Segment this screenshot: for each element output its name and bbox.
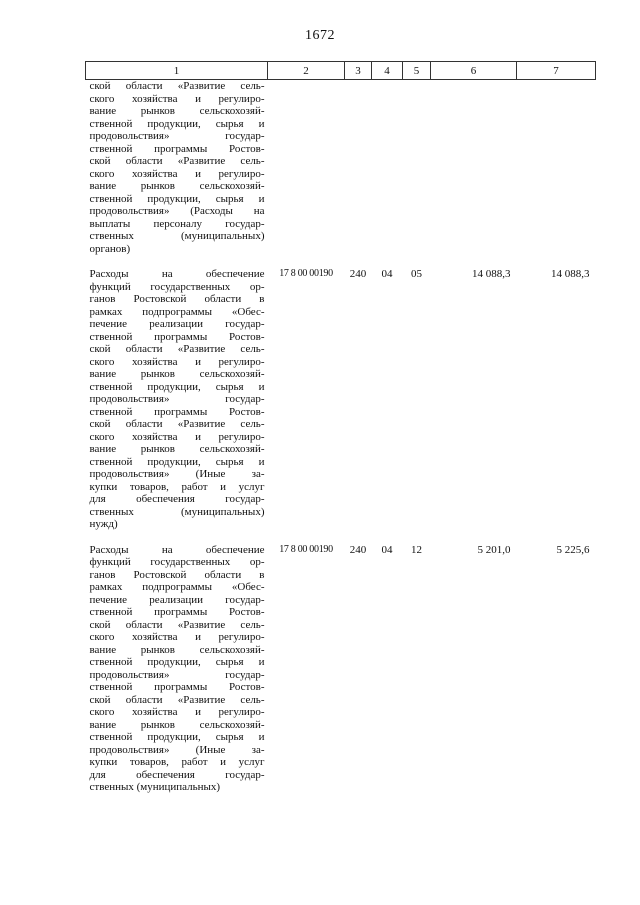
row-description [86,80,268,256]
description-line: органов) [89,242,131,255]
description-line: ского хозяйства и регулиро- [89,92,265,105]
amount-year-1 [431,80,517,256]
description-line: ской области «Развитие сель- [89,693,265,706]
description-line: ственной программы Ростов- [89,142,265,155]
description-line: печение реализации государ- [89,318,265,330]
subsection-code [403,80,431,256]
expense-type-code: 240 [349,543,367,556]
expense-type-code [345,80,372,256]
description-line: ской области «Развитие сель- [89,343,265,355]
description-line: ской области «Развитие сель- [89,418,265,430]
table-row [86,531,596,794]
budget-table-container [85,61,595,794]
amount-year-1: 14 088,3 [472,268,511,280]
description-line: выплаты персоналу государ- [89,217,265,230]
description-line: ственных (муниципальных) [89,781,221,793]
header-col-1: 1 [86,62,268,80]
table-row [86,80,596,256]
amount-year-2 [517,80,596,256]
description-line: продовольствия» государ- [89,393,265,405]
description-line: ственной продукции, сырья и [89,455,265,468]
header-col-5: 5 [403,62,431,80]
section-code: 04 [381,268,393,280]
page-number: 1672 [305,28,335,43]
header-col-4: 4 [372,62,403,80]
description-line: ственных (муниципальных) [89,230,265,242]
row-description [86,255,268,531]
description-line: нужд) [89,518,118,530]
description-line: ственной программы Ростов- [89,606,265,618]
description-line: ственной продукции, сырья и [89,192,265,205]
description-line: функций государственных ор- [89,556,265,568]
description-line: продовольствия» государ- [89,130,265,142]
description-line: ственных (муниципальных) [89,505,265,518]
description-line: для обеспечения государ- [89,768,265,781]
description-line: продовольствия» (Иные за- [89,468,265,480]
description-line: ственной продукции, сырья и [89,656,265,668]
description-line: ской области «Развитие сель- [89,80,265,92]
description-line: вание рынков сельскохозяй- [89,180,265,192]
subsection-code: 05 [411,268,422,280]
description-line: ганов Ростовской области в [89,293,265,305]
header-col-7: 7 [517,62,596,80]
description-line: для обеспечения государ- [89,493,265,505]
description-line: вание рынков сельскохозяй- [89,105,265,117]
header-col-3: 3 [345,62,372,80]
amount-year-2: 5 225,6 [556,543,590,556]
description-line: продовольствия» (Расходы на [89,205,265,217]
target-article-code: 17 8 00 00190 [279,268,333,279]
description-line: рамках подпрограммы «Обес- [89,305,265,318]
description-line: ственной программы Ростов- [89,405,265,418]
description-line: продовольствия» государ- [89,668,265,681]
description-line: купки товаров, работ и услуг [89,756,265,768]
description-line: ственной продукции, сырья и [89,117,265,130]
table-body [86,80,596,794]
description-line: ской области «Развитие сель- [89,155,265,167]
description-line: продовольствия» (Иные за- [89,743,265,756]
description-line: вание рынков сельскохозяй- [89,368,265,380]
description-line: вание рынков сельскохозяй- [89,718,265,731]
description-line: рамках подпрограммы «Обес- [89,581,265,593]
row-description [86,531,268,794]
subsection-code: 12 [411,543,422,556]
amount-year-1: 5 201,0 [477,543,511,556]
description-line: ственной продукции, сырья и [89,731,265,743]
header-row [86,62,596,80]
header-col-6: 6 [431,62,517,80]
table-header [86,62,596,80]
description-line: ского хозяйства и регулиро- [89,706,265,718]
description-line: Расходы на обеспечение [89,543,265,556]
description-line: ского хозяйства и регулиро- [89,167,265,180]
expense-type-code: 240 [349,268,367,280]
description-line: функций государственных ор- [89,280,265,293]
header-col-2: 2 [268,62,345,80]
description-line: вание рынков сельскохозяй- [89,443,265,455]
description-line: ственной программы Ростов- [89,330,265,343]
description-line: ского хозяйства и регулиро- [89,355,265,368]
description-line: ской области «Развитие сель- [89,618,265,631]
amount-year-2: 14 088,3 [551,268,590,280]
description-line: печение реализации государ- [89,593,265,606]
description-line: ского хозяйства и регулиро- [89,430,265,443]
budget-table [85,61,596,794]
section-code: 04 [381,543,393,556]
target-article-code: 17 8 00 00190 [279,543,333,555]
description-line: вание рынков сельскохозяй- [89,643,265,656]
target-article-code [268,80,345,256]
description-line: ского хозяйства и регулиро- [89,631,265,643]
description-line: ственной программы Ростов- [89,681,265,693]
section-code [372,80,403,256]
description-line: ственной продукции, сырья и [89,380,265,393]
description-line: Расходы на обеспечение [89,268,265,280]
description-line: купки товаров, работ и услуг [89,480,265,493]
description-line: ганов Ростовской области в [89,568,265,581]
table-row [86,255,596,531]
